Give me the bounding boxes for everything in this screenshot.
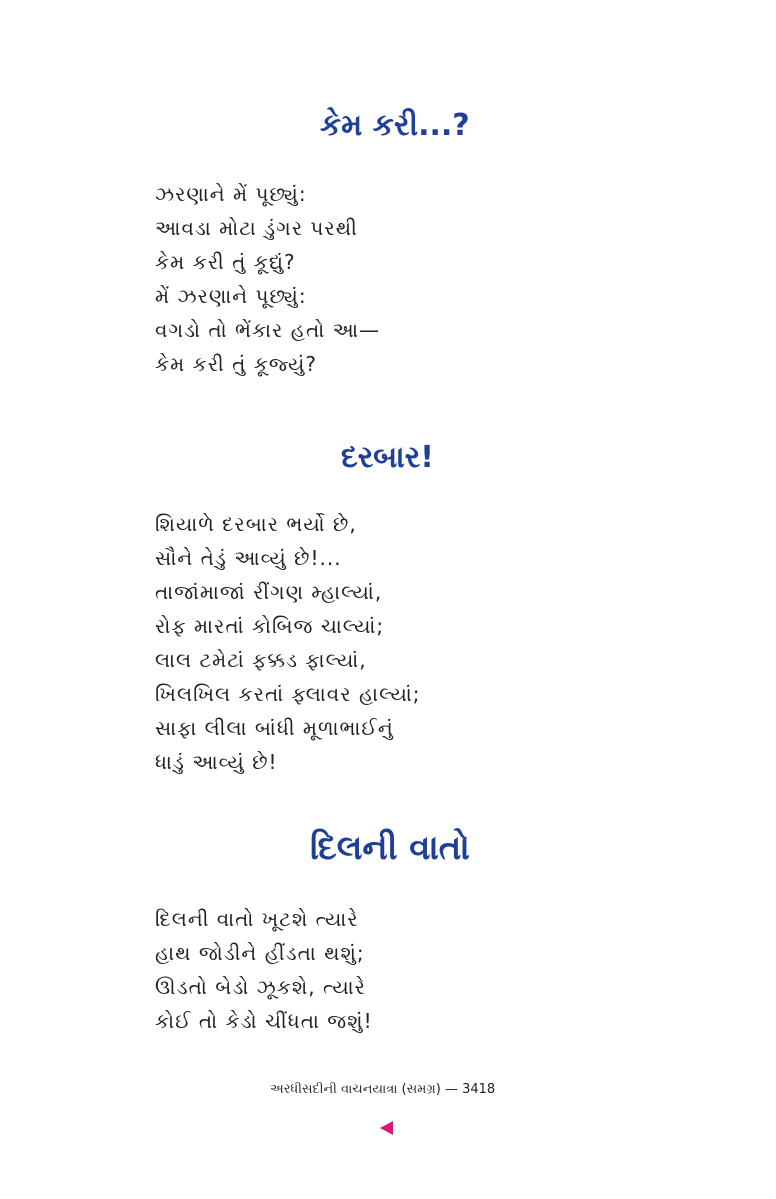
poem-line: ધાડું આવ્યું છે! xyxy=(155,750,278,774)
poem-line: વગડો તો ભેંકાર હતો આ— xyxy=(155,318,381,342)
poem-line: દિલની વાતો ખૂટશે ત્યારે xyxy=(155,907,359,931)
poem-line: કેમ કરી તું કૂજ્યું? xyxy=(155,352,317,376)
poem-line: કેમ કરી તું કૂદ્યું? xyxy=(155,250,296,274)
left-triangle-icon[interactable] xyxy=(380,1121,393,1135)
page-footer: અરધીસદીની વાચનયાત્રા (સમગ્ર) — 3418 xyxy=(270,1082,496,1097)
poem-line: કોઈ તો કેડો ચીંધતા જશું! xyxy=(155,1009,373,1033)
poem-line: લાલ ટમેટાં ફક્કડ ફાલ્યાં, xyxy=(155,648,367,672)
poem-line: તાજાંમાજાં રીંગણ મ્હાલ્યાં, xyxy=(155,580,383,604)
poem-line: ઝરણાને મેં પૂછ્યું: xyxy=(155,182,307,206)
poem-title-kem-kari: કેમ કરી...? xyxy=(320,108,470,143)
poem-line: મેં ઝરણાને પૂછ્યું: xyxy=(155,284,307,308)
poem-stanza-dilni-vato xyxy=(155,902,373,1038)
poem-line: ઊડતો બેડો ઝૂકશે, ત્યારે xyxy=(155,975,366,999)
poem-title-darbar: દરબાર! xyxy=(341,440,434,475)
poem-line: ખિલખિલ કરતાં ફ્લાવર હાલ્યાં; xyxy=(155,682,421,706)
poem-line: સૌને તેડું આવ્યું છે!... xyxy=(155,546,342,570)
poem-stanza-darbar xyxy=(155,507,421,779)
poem-line: શિયાળે દરબાર ભર્યો છે, xyxy=(155,512,357,536)
poem-line: સાફા લીલા બાંધી મૂળાભાઈનું xyxy=(155,716,394,740)
poem-title-dilni-vato: દિલની વાતો xyxy=(310,828,470,868)
poem-stanza-kem-kari xyxy=(155,177,380,381)
poem-line: રોફ મારતાં કોબિજ ચાલ્યાં; xyxy=(155,614,385,638)
poem-line: આવડા મોટા ડુંગર પરથી xyxy=(155,216,358,240)
poem-line: હાથ જોડીને હીંડતા થશું; xyxy=(155,941,365,965)
